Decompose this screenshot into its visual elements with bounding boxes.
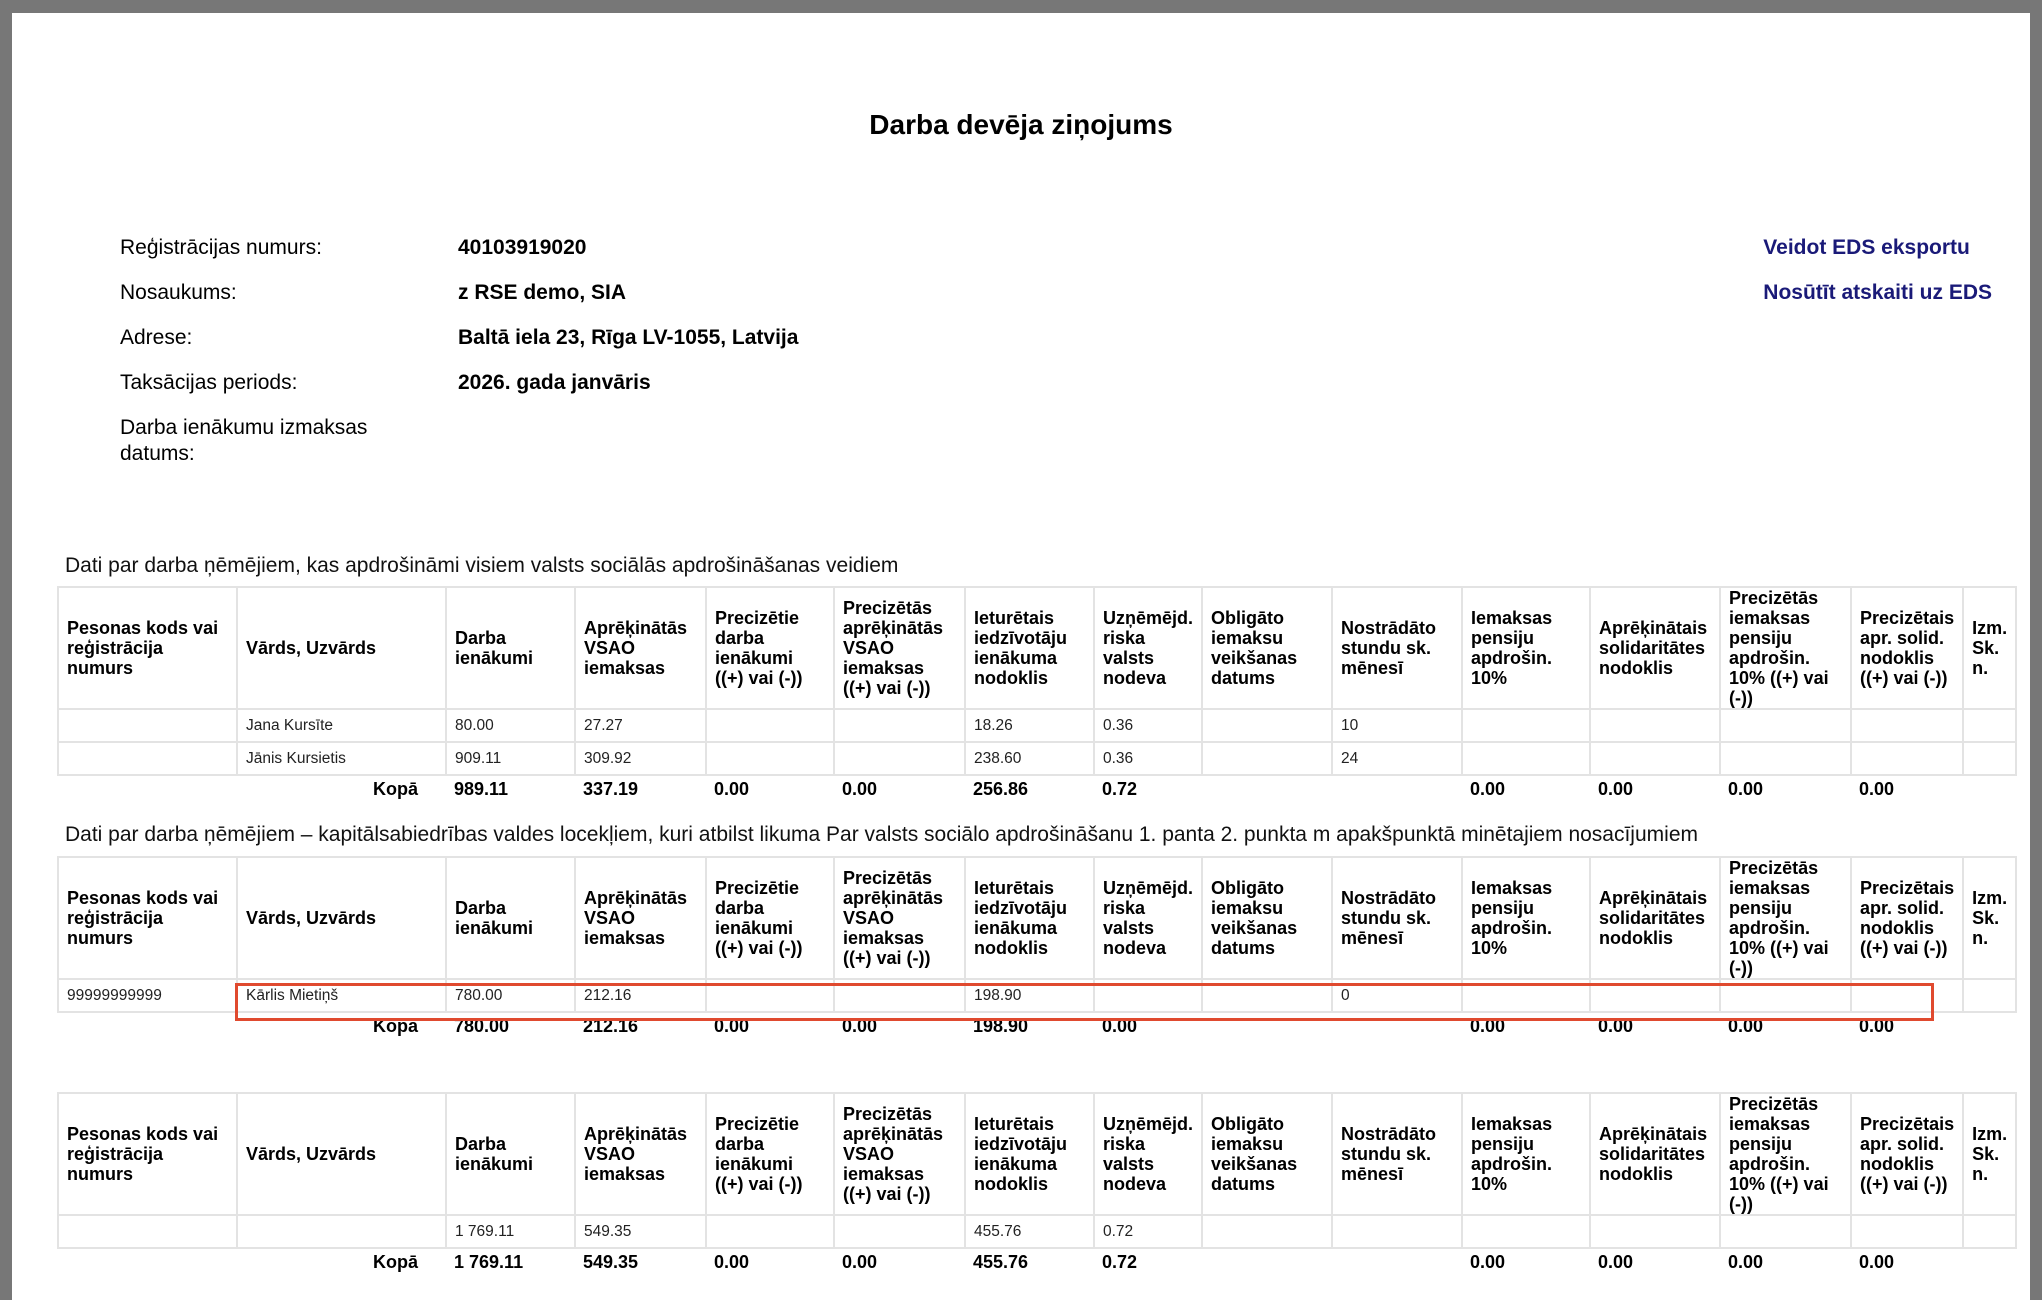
table-cell bbox=[1963, 1215, 2016, 1248]
table-cell bbox=[834, 1215, 965, 1248]
table-cell: Kārlis Mietiņš bbox=[237, 979, 446, 1012]
column-header: Vārds, Uzvārds bbox=[237, 857, 446, 979]
total-cell: 0.00 bbox=[1859, 778, 1895, 799]
total-cell bbox=[58, 1248, 237, 1275]
table-cell: 0.36 bbox=[1094, 742, 1202, 775]
total-cell: 455.76 bbox=[973, 1251, 1029, 1272]
table-cell: 24 bbox=[1332, 742, 1462, 775]
column-header: Iemaksas pensiju apdrošin. 10% bbox=[1462, 857, 1590, 979]
table-cell bbox=[706, 1215, 834, 1248]
table-cell bbox=[706, 709, 834, 742]
column-header: Aprēķinātās VSAO iemaksas bbox=[575, 587, 706, 709]
table-cell bbox=[58, 742, 237, 775]
column-header: Izm. Sk. n. bbox=[1963, 857, 2016, 979]
info-value: 2026. gada janvāris bbox=[458, 371, 651, 394]
total-cell: 0.00 bbox=[714, 1251, 750, 1272]
column-header: Iemaksas pensiju apdrošin. 10% bbox=[1462, 1093, 1590, 1215]
total-cell: 1 769.11 bbox=[454, 1251, 524, 1272]
total-cell: 0.00 bbox=[842, 1251, 878, 1272]
column-header: Pesonas kods vai reģistrācija numurs bbox=[58, 857, 237, 979]
table-cell bbox=[58, 709, 237, 742]
column-header: Precizētās iemaksas pensiju apdrošin. 10% ((+) vai (-)) bbox=[1720, 587, 1851, 709]
send-report-to-eds-link[interactable]: Nosūtīt atskaiti uz EDS bbox=[1763, 281, 1992, 304]
info-row-payment-date bbox=[120, 415, 798, 467]
total-cell: 0.72 bbox=[1102, 778, 1138, 799]
table-cell: 0.72 bbox=[1094, 1215, 1202, 1248]
report-table bbox=[57, 586, 2017, 802]
column-header: Obligāto iemaksu veikšanas datums bbox=[1202, 857, 1332, 979]
total-cell bbox=[1202, 1248, 1332, 1275]
total-cell: 0.00 bbox=[1470, 1251, 1506, 1272]
report-table bbox=[57, 1092, 2017, 1275]
total-cell: 780.00 bbox=[454, 1015, 510, 1036]
info-row-reg-number bbox=[120, 235, 798, 280]
table-row[interactable] bbox=[58, 742, 2016, 775]
table-cell bbox=[1590, 709, 1720, 742]
info-label: Adrese: bbox=[120, 326, 193, 349]
table-cell: 198.90 bbox=[965, 979, 1094, 1012]
report-page bbox=[12, 13, 2030, 1300]
info-row-tax-period bbox=[120, 370, 798, 415]
table-cell: 455.76 bbox=[965, 1215, 1094, 1248]
column-header: Precizētie darba ienākumi ((+) vai (-)) bbox=[706, 587, 834, 709]
total-cell: 0.00 bbox=[714, 778, 750, 799]
table-cell bbox=[834, 979, 965, 1012]
total-cell bbox=[1332, 1248, 1462, 1275]
table-cell bbox=[1462, 1215, 1590, 1248]
column-header: Precizētās aprēķinātās VSAO iemaksas ((+) vai (-)) bbox=[834, 587, 965, 709]
column-header: Pesonas kods vai reģistrācija numurs bbox=[58, 1093, 237, 1215]
column-header: Uzņēmējd. riska valsts nodeva bbox=[1094, 1093, 1202, 1215]
total-cell: 0.00 bbox=[1728, 1015, 1764, 1036]
info-value: Baltā iela 23, Rīga LV-1055, Latvija bbox=[458, 326, 799, 349]
total-cell: 0.00 bbox=[1470, 1015, 1506, 1036]
table-row[interactable] bbox=[58, 1215, 2016, 1248]
table-cell bbox=[1094, 979, 1202, 1012]
total-cell: 0.00 bbox=[842, 778, 878, 799]
column-header: Nostrādāto stundu sk. mēnesī bbox=[1332, 857, 1462, 979]
column-header: Precizētie darba ienākumi ((+) vai (-)) bbox=[706, 1093, 834, 1215]
section-title: Dati par darba ņēmējiem, kas apdrošināmi visiem valsts sociālās apdrošināšanas veidiem bbox=[65, 554, 899, 577]
table-cell bbox=[1720, 742, 1851, 775]
table-cell: Jana Kursīte bbox=[237, 709, 446, 742]
table-cell bbox=[1590, 1215, 1720, 1248]
column-header: Izm. Sk. n. bbox=[1963, 1093, 2016, 1215]
column-header: Precizētās aprēķinātās VSAO iemaksas ((+) vai (-)) bbox=[834, 857, 965, 979]
column-header: Ieturētais iedzīvotāju ienākuma nodoklis bbox=[965, 587, 1094, 709]
total-row bbox=[58, 775, 2016, 802]
table-cell: 0 bbox=[1332, 979, 1462, 1012]
table-cell: 99999999999 bbox=[58, 979, 237, 1012]
info-row-name bbox=[120, 280, 798, 325]
table-cell: 909.11 bbox=[446, 742, 575, 775]
column-header: Vārds, Uzvārds bbox=[237, 1093, 446, 1215]
total-cell bbox=[1332, 775, 1462, 802]
total-cell: 0.72 bbox=[1102, 1251, 1138, 1272]
total-cell: 0.00 bbox=[1859, 1251, 1895, 1272]
employees-table bbox=[57, 586, 2017, 802]
total-cell: 0.00 bbox=[842, 1015, 878, 1036]
total-cell bbox=[58, 1012, 237, 1039]
column-header: Izm. Sk. n. bbox=[1963, 587, 2016, 709]
table-cell bbox=[1851, 979, 1963, 1012]
column-header: Pesonas kods vai reģistrācija numurs bbox=[58, 587, 237, 709]
table-cell bbox=[1332, 1215, 1462, 1248]
column-header: Ieturētais iedzīvotāju ienākuma nodoklis bbox=[965, 1093, 1094, 1215]
table-cell bbox=[834, 742, 965, 775]
table-cell: 80.00 bbox=[446, 709, 575, 742]
column-header: Iemaksas pensiju apdrošin. 10% bbox=[1462, 587, 1590, 709]
total-cell bbox=[1963, 1248, 2016, 1275]
column-header: Nostrādāto stundu sk. mēnesī bbox=[1332, 587, 1462, 709]
table-cell bbox=[1963, 742, 2016, 775]
table-cell: 309.92 bbox=[575, 742, 706, 775]
total-cell: 0.00 bbox=[1598, 1015, 1634, 1036]
total-cell: 0.00 bbox=[1102, 1015, 1138, 1036]
table-cell bbox=[1202, 742, 1332, 775]
column-header: Ieturētais iedzīvotāju ienākuma nodoklis bbox=[965, 857, 1094, 979]
total-label: Kopā bbox=[373, 1015, 418, 1036]
table-row[interactable] bbox=[58, 979, 2016, 1012]
table-cell bbox=[706, 742, 834, 775]
total-cell bbox=[1202, 775, 1332, 802]
total-cell: 0.00 bbox=[1598, 778, 1634, 799]
table-cell: Jānis Kursietis bbox=[237, 742, 446, 775]
table-cell bbox=[706, 979, 834, 1012]
header-row bbox=[58, 587, 2016, 709]
column-header: Aprēķinātās VSAO iemaksas bbox=[575, 857, 706, 979]
total-cell bbox=[1202, 1012, 1332, 1039]
total-cell bbox=[58, 775, 237, 802]
column-header: Vārds, Uzvārds bbox=[237, 587, 446, 709]
total-cell bbox=[1963, 775, 2016, 802]
table-cell: 27.27 bbox=[575, 709, 706, 742]
table-cell bbox=[1963, 979, 2016, 1012]
table-cell: 10 bbox=[1332, 709, 1462, 742]
column-header: Obligāto iemaksu veikšanas datums bbox=[1202, 1093, 1332, 1215]
column-header: Precizētās iemaksas pensiju apdrošin. 10% ((+) vai (-)) bbox=[1720, 857, 1851, 979]
total-cell: 0.00 bbox=[1598, 1251, 1634, 1272]
table-cell bbox=[1462, 742, 1590, 775]
create-eds-export-link[interactable]: Veidot EDS eksportu bbox=[1763, 236, 1970, 259]
column-header: Darba ienākumi bbox=[446, 1093, 575, 1215]
info-value: z RSE demo, SIA bbox=[458, 281, 627, 304]
page-title: Darba devēja ziņojums bbox=[869, 109, 1173, 140]
table-cell bbox=[1851, 709, 1963, 742]
column-header: Obligāto iemaksu veikšanas datums bbox=[1202, 587, 1332, 709]
table-row[interactable] bbox=[58, 709, 2016, 742]
table-cell bbox=[237, 1215, 446, 1248]
header-row bbox=[58, 1093, 2016, 1215]
info-label: Taksācijas periods: bbox=[120, 371, 298, 394]
table-cell bbox=[1202, 979, 1332, 1012]
total-row bbox=[58, 1012, 2016, 1039]
column-header: Precizētais apr. solid. nodoklis ((+) vai (-)) bbox=[1851, 857, 1963, 979]
total-cell: 337.19 bbox=[583, 778, 639, 799]
column-header: Uzņēmējd. riska valsts nodeva bbox=[1094, 857, 1202, 979]
table-cell bbox=[1851, 742, 1963, 775]
table-cell: 549.35 bbox=[575, 1215, 706, 1248]
table-cell: 0.36 bbox=[1094, 709, 1202, 742]
total-cell: 0.00 bbox=[1728, 1251, 1764, 1272]
section-title: Dati par darba ņēmējiem – kapitālsabiedrības valdes locekļiem, kuri atbilst likuma Par valsts sociālo apdrošināšanu 1. panta 2. punkta m apakšpunktā minētajiem nosacījumiem bbox=[65, 823, 1698, 846]
column-header: Aprēķinātās VSAO iemaksas bbox=[575, 1093, 706, 1215]
total-cell bbox=[1332, 1012, 1462, 1039]
column-header: Uzņēmējd. riska valsts nodeva bbox=[1094, 587, 1202, 709]
total-cell: 989.11 bbox=[454, 778, 509, 799]
table-cell bbox=[1851, 1215, 1963, 1248]
total-cell: 0.00 bbox=[1470, 778, 1506, 799]
table-cell bbox=[1202, 1215, 1332, 1248]
column-header: Precizētās aprēķinātās VSAO iemaksas ((+) vai (-)) bbox=[834, 1093, 965, 1215]
company-info bbox=[120, 235, 798, 467]
column-header: Aprēķinātais solidaritātes nodoklis bbox=[1590, 857, 1720, 979]
table-cell: 1 769.11 bbox=[446, 1215, 575, 1248]
column-header: Nostrādāto stundu sk. mēnesī bbox=[1332, 1093, 1462, 1215]
info-row-address bbox=[120, 325, 798, 370]
table-cell bbox=[1202, 709, 1332, 742]
column-header: Precizētās iemaksas pensiju apdrošin. 10% ((+) vai (-)) bbox=[1720, 1093, 1851, 1215]
column-header: Precizētie darba ienākumi ((+) vai (-)) bbox=[706, 857, 834, 979]
column-header: Darba ienākumi bbox=[446, 587, 575, 709]
table-cell bbox=[1720, 979, 1851, 1012]
table-cell bbox=[834, 709, 965, 742]
column-header: Darba ienākumi bbox=[446, 857, 575, 979]
total-label: Kopā bbox=[373, 1251, 418, 1272]
header-row bbox=[58, 857, 2016, 979]
info-label: Darba ienākumu izmaksas datums: bbox=[120, 416, 368, 465]
table-cell: 18.26 bbox=[965, 709, 1094, 742]
total-cell: 256.86 bbox=[973, 778, 1029, 799]
total-cell: 549.35 bbox=[583, 1251, 639, 1272]
table-cell: 238.60 bbox=[965, 742, 1094, 775]
info-label: Reģistrācijas numurs: bbox=[120, 236, 322, 259]
column-header: Aprēķinātais solidaritātes nodoklis bbox=[1590, 587, 1720, 709]
total-cell: 198.90 bbox=[973, 1015, 1029, 1036]
table-cell: 212.16 bbox=[575, 979, 706, 1012]
total-cell: 0.00 bbox=[1728, 778, 1764, 799]
summary-table bbox=[57, 1092, 2017, 1275]
info-label: Nosaukums: bbox=[120, 281, 237, 304]
table-cell bbox=[1963, 709, 2016, 742]
column-header: Precizētais apr. solid. nodoklis ((+) vai (-)) bbox=[1851, 1093, 1963, 1215]
info-value: 40103919020 bbox=[458, 236, 587, 259]
report-table bbox=[57, 856, 2017, 1039]
total-row bbox=[58, 1248, 2016, 1275]
column-header: Aprēķinātais solidaritātes nodoklis bbox=[1590, 1093, 1720, 1215]
column-header: Precizētais apr. solid. nodoklis ((+) vai (-)) bbox=[1851, 587, 1963, 709]
board-members-table bbox=[57, 856, 2017, 1039]
total-cell: 0.00 bbox=[714, 1015, 750, 1036]
table-cell bbox=[1590, 979, 1720, 1012]
table-cell bbox=[1590, 742, 1720, 775]
eds-actions bbox=[1763, 235, 1992, 325]
total-cell: 0.00 bbox=[1859, 1015, 1895, 1036]
total-cell: 212.16 bbox=[583, 1015, 639, 1036]
table-cell bbox=[1462, 709, 1590, 742]
total-label: Kopā bbox=[373, 778, 418, 799]
table-cell bbox=[1462, 979, 1590, 1012]
table-cell bbox=[1720, 1215, 1851, 1248]
table-cell: 780.00 bbox=[446, 979, 575, 1012]
table-cell bbox=[58, 1215, 237, 1248]
table-cell bbox=[1720, 709, 1851, 742]
total-cell bbox=[1963, 1012, 2016, 1039]
